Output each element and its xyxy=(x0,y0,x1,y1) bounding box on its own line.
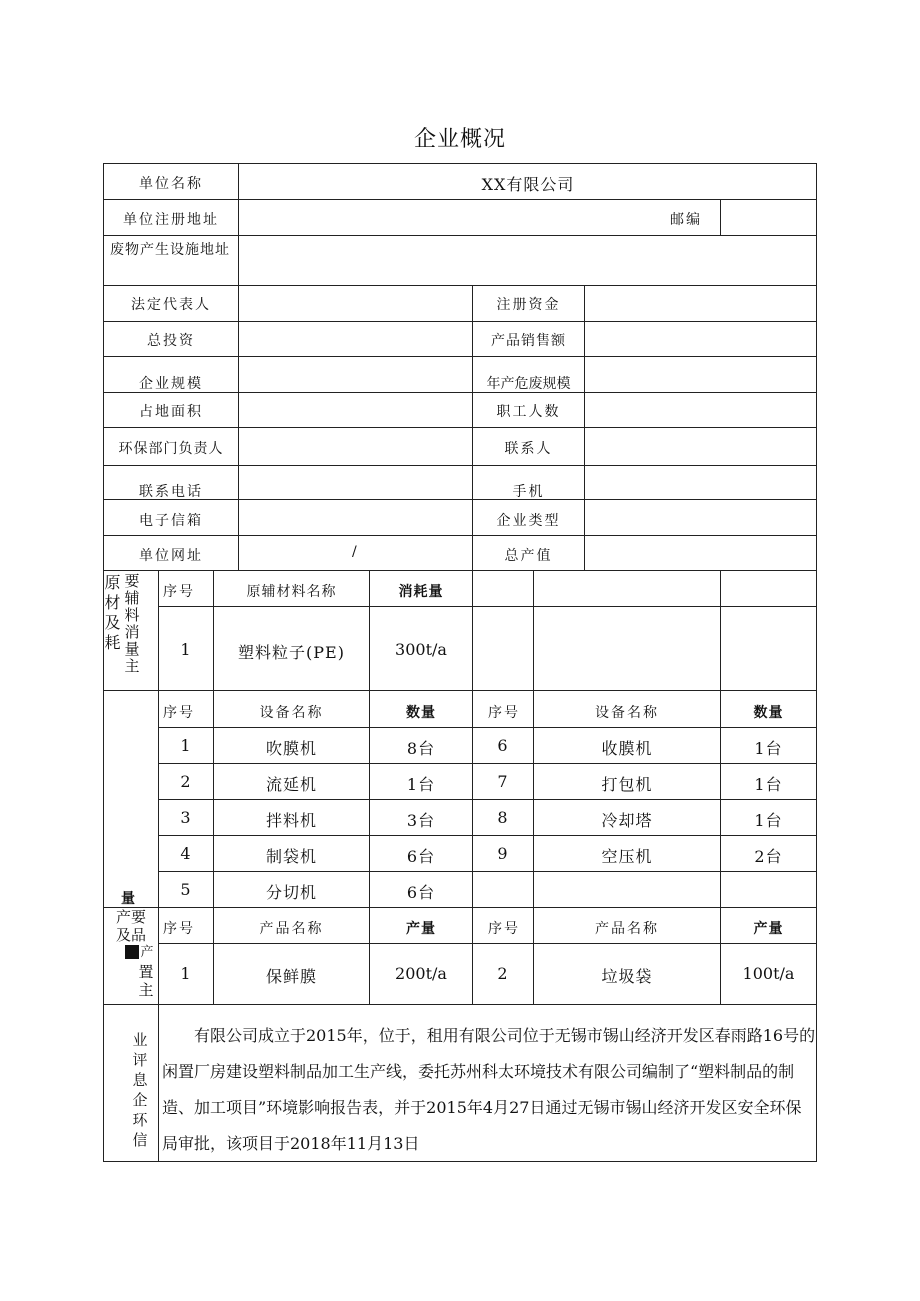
materials-row-qty: 300t/a xyxy=(395,640,447,659)
equipment-row-qty: 6台 xyxy=(406,847,436,866)
equipment-row-qty2: 1台 xyxy=(754,739,783,758)
hazardous-scale-label: 年产危废规模 xyxy=(486,376,571,392)
equipment-row-name: 流延机 xyxy=(265,775,317,794)
equipment-header-seq: 序号 xyxy=(163,705,195,721)
website-value: / xyxy=(352,544,359,560)
materials-section-label-col2: 要辅料消量主 xyxy=(124,572,140,675)
type-label: 企业类型 xyxy=(496,513,561,529)
mobile-label: 手机 xyxy=(512,484,545,500)
products-header-name2: 产品名称 xyxy=(595,921,659,937)
materials-header-seq: 序号 xyxy=(163,584,195,600)
env-info-section-label-col1: 业评息企环信 xyxy=(132,1031,148,1149)
equipment-row-seq: 3 xyxy=(180,808,192,827)
equipment-row-seq: 5 xyxy=(180,880,192,899)
postcode-value-cell[interactable] xyxy=(720,199,817,236)
equipment-row-seq: 2 xyxy=(180,772,192,791)
products-header-qty2: 产量 xyxy=(753,921,784,937)
equipment-section-label: 量 xyxy=(121,891,136,907)
equipment-row-seq2: 8 xyxy=(497,808,509,827)
company-name-label: 单位名称 xyxy=(139,176,203,192)
materials-row-name: 塑料粒子(PE) xyxy=(238,643,345,662)
email-label: 电子信箱 xyxy=(139,513,203,529)
equipment-row-seq2: 9 xyxy=(497,844,509,863)
materials-row-seq: 1 xyxy=(180,640,192,659)
equipment-row-qty: 3台 xyxy=(406,811,436,830)
materials-header-qty: 消耗量 xyxy=(398,584,444,600)
postcode-label: 邮编 xyxy=(670,212,702,228)
env-manager-label: 环保部门负责人 xyxy=(118,441,224,457)
waste-address-label: 废物产生设施地址 xyxy=(110,242,230,258)
equipment-row-name: 分切机 xyxy=(265,883,317,902)
equipment-row-qty: 8台 xyxy=(406,739,436,758)
products-section-label-line5: 主 xyxy=(138,981,154,999)
equipment-row-name2: 收膜机 xyxy=(601,739,653,758)
equipment-row-name: 吹膜机 xyxy=(265,739,317,758)
equipment-header-qty2: 数量 xyxy=(753,705,784,721)
products-section-label-line2: 及品 xyxy=(115,926,146,944)
equipment-header-seq2: 序号 xyxy=(488,705,520,721)
page-title: 企业概况 xyxy=(413,127,506,152)
products-row-qty2: 100t/a xyxy=(742,964,795,983)
equipment-row-qty: 1台 xyxy=(406,775,436,794)
products-section-label-line3: 产 xyxy=(140,945,154,960)
equipment-header-qty: 数量 xyxy=(406,705,436,721)
env-info-text: 有限公司成立于2015年，位于，租用有限公司位于无锡市锡山经济开发区春雨路16号的闲置厂房建设塑料制品加工生产线，委托苏州科太环境技术有限公司编制了“塑料制品的制造、加工项目”环境影响报告表，并于2015年4月27日通过无锡市锡山经济开发区安全环保局审批，该项目于2018年11月13日 xyxy=(162,1026,816,1153)
redaction-block xyxy=(125,945,139,959)
phone-label: 联系电话 xyxy=(139,484,203,500)
contact-label: 联系人 xyxy=(504,441,553,457)
products-header-name: 产品名称 xyxy=(259,921,324,937)
equipment-row-seq: 4 xyxy=(180,844,192,863)
equipment-row-seq2: 6 xyxy=(497,736,509,755)
total-investment-label: 总投资 xyxy=(147,333,195,349)
equipment-row-name2: 冷却塔 xyxy=(601,811,653,830)
equipment-row-qty2: 1台 xyxy=(754,811,783,830)
reg-capital-label: 注册资金 xyxy=(496,297,561,313)
products-section-label-line4: 置 xyxy=(138,963,154,981)
equipment-header-name: 设备名称 xyxy=(259,705,324,721)
equipment-row-name: 拌料机 xyxy=(265,811,317,830)
products-section-label-line1: 产要 xyxy=(115,908,146,926)
equipment-row-qty2: 2台 xyxy=(754,847,783,866)
materials-header-name: 原辅材料名称 xyxy=(246,584,337,600)
equipment-row-seq: 1 xyxy=(180,736,192,755)
products-row-qty: 200t/a xyxy=(395,964,447,983)
website-label: 单位网址 xyxy=(139,548,203,564)
equipment-row-name: 制袋机 xyxy=(265,847,317,866)
address-label: 单位注册地址 xyxy=(123,212,219,228)
products-header-qty: 产量 xyxy=(406,921,436,937)
equipment-row-seq2: 7 xyxy=(497,772,509,791)
employees-label: 职工人数 xyxy=(496,404,561,420)
materials-col-extra1 xyxy=(472,570,534,691)
equipment-row-name2: 空压机 xyxy=(601,847,653,866)
products-header-seq2: 序号 xyxy=(488,921,520,937)
output-value-label: 总产值 xyxy=(504,548,553,564)
equipment-row-qty: 6台 xyxy=(406,883,436,902)
equipment-row-qty2: 1台 xyxy=(754,775,783,794)
scale-label: 企业规模 xyxy=(139,376,203,392)
equipment-header-name2: 设备名称 xyxy=(595,705,659,721)
products-row-seq: 1 xyxy=(180,964,192,983)
products-row-seq2: 2 xyxy=(497,964,509,983)
products-row-name2: 垃圾袋 xyxy=(601,967,653,986)
products-header-seq: 序号 xyxy=(163,921,195,937)
materials-section-label-col1: 原材及耗 xyxy=(104,573,121,652)
sales-label: 产品销售额 xyxy=(491,333,566,349)
equipment-label-cell xyxy=(103,690,159,908)
products-row-name: 保鲜膜 xyxy=(265,967,317,986)
legal-rep-label: 法定代表人 xyxy=(131,297,211,313)
materials-col-extra3 xyxy=(720,570,817,691)
equipment-row-name2: 打包机 xyxy=(601,775,653,794)
area-label: 占地面积 xyxy=(139,404,203,420)
company-name-value: XX有限公司 xyxy=(481,175,575,194)
